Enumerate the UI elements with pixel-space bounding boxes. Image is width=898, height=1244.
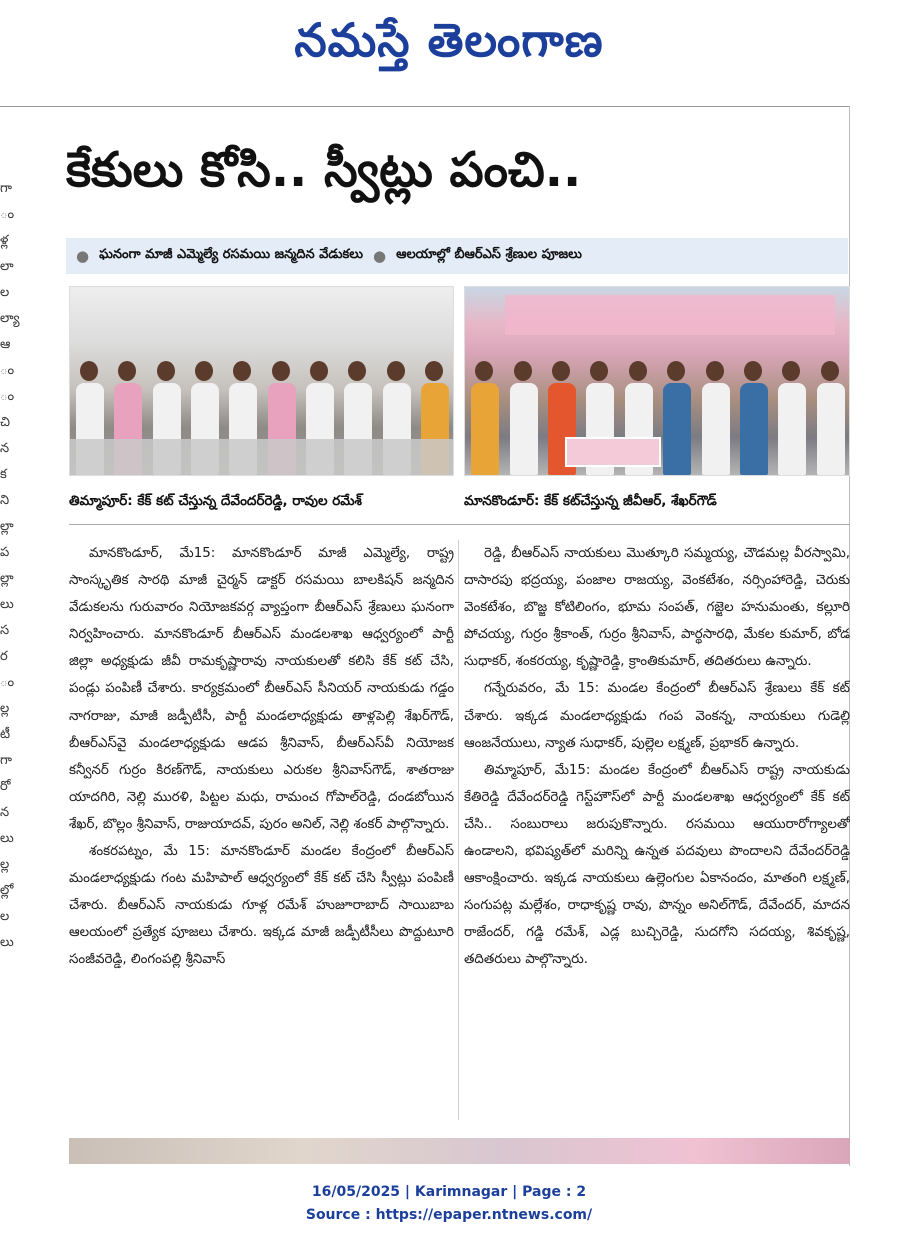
photo-cake <box>565 437 661 467</box>
adjacent-column-text: స <box>0 623 10 638</box>
adjacent-column-text: న <box>0 441 10 456</box>
adjacent-column-text: ని <box>0 493 10 508</box>
adjacent-column-text: ప <box>0 545 10 560</box>
adjacent-column-text: ల్లా <box>0 519 14 534</box>
adjacent-column-text: క <box>0 467 7 482</box>
adjacent-column-text: ం <box>0 389 15 404</box>
bullet-icon: ● <box>372 247 387 265</box>
adjacent-column-text: న <box>0 805 10 820</box>
adjacent-column-text: ల్లా <box>0 571 14 586</box>
adjacent-column-text: గా <box>0 753 12 768</box>
adjacent-column-text: ల్ల <box>0 701 10 716</box>
masthead-divider <box>0 106 850 107</box>
adjacent-column-text: ర <box>0 649 8 664</box>
article-paragraph: గన్నేరువరం, మే 15: మండల కేంద్రంలో బీఆర్ఎస్ శ్రేణులు కేక్ కట్ చేశారు. ఇక్కడ మండలాధ్యక్షుడు గంప వెంకన్న, నాయకులు గుడెల్లి ఆంజనేయులు, న్యాత సుధాకర్, పుల్లెల లక్ష్మణ్, ప్రభాకర్ ఉన్నారు. <box>464 681 850 751</box>
article-paragraph: తిమ్మాపూర్, మే15: మండల కేంద్రంలో బీఆర్ఎస్ రాష్ట్ర నాయకుడు కేతిరెడ్డి దేవేందర్‌రెడ్డి గెస్ట్‌హౌస్‌లో పార్టీ మండలశాఖ ఆధ్వర్యంలో కేక్ కట్ చేసి.. సంబురాలు జరుపుకొన్నారు. రసమయి ఆయురారోగ్యాలతో ఉండాలని, భవిష్యత్‌లో మరిన్ని ఉన్నత పదవులు పొందాలని దేవేందర్‌రెడ్డి ఆకాంక్షించారు. ఇక్కడ నాయకులు ఉల్లెంగుల ఏకానందం, మాతంగి లక్ష్మణ్, సంగుపట్ల మల్లేశం, రాధాకృష్ణ రావు, పొన్నం అనిల్‌గౌడ్, దేవేందర్, మాదన రాజేందర్, గడ్డి రమేశ్, ఎడ్ల బుచ్చిరెడ్డి, సుదగోని సదయ్య, శివకృష్ణ, తదితరులు పాల్గొన్నారు. <box>464 762 850 968</box>
column-divider <box>458 540 459 1120</box>
photo-caption-left: తిమ్మాపూర్: కేక్ కట్ చేస్తున్న దేవేందర్‌రెడ్డి, రావుల రమేశ్ <box>69 492 362 509</box>
adjacent-column-text: ఆ <box>0 337 11 352</box>
adjacent-column-text: ం <box>0 363 15 378</box>
article-column-right <box>464 540 850 1120</box>
adjacent-column-text: టీ <box>0 727 11 742</box>
adjacent-column-text: లు <box>0 831 14 846</box>
photo-caption-right: మానకొండూర్: కేక్ కట్‌చేస్తున్న జీవీఆర్, శేఖర్‌గౌడ్ <box>464 492 717 509</box>
photo-table <box>70 439 453 475</box>
adjacent-column-text: ళ్ల <box>0 233 9 248</box>
adjacent-column-text: ల్యా <box>0 311 20 326</box>
caption-divider <box>69 524 850 525</box>
adjacent-column-text: ం <box>0 675 15 690</box>
footer-edition-info: 16/05/2025 | Karimnagar | Page : 2 <box>311 1184 587 1200</box>
adjacent-column-text: ల <box>0 285 10 300</box>
article-paragraph: మానకొండూర్, మే15: మానకొండూర్ మాజీ ఎమ్మెల్యే, రాష్ట్ర సాంస్కృతిక సారథి మాజీ చైర్మన్ డాక్టర్ రసమయి బాలకిషన్ జన్మదిన వేడుకలను గురువారం నియోజకవర్గ వ్యాప్తంగా బీఆర్ఎస్ శ్రేణులు ఘనంగా నిర్వహించారు. మానకొండూర్ బీఆర్ఎస్ మండలశాఖ ఆధ్వర్యంలో పార్టీ జిల్లా అధ్యక్షుడు జీవీ రామకృష్ణారావు నాయకులతో కలిసి కేక్ కట్ చేసి, పండ్లు పంపిణీ చేశారు. కార్యక్రమంలో బీఆర్ఎస్ సీనియర్ నాయకుడు గడ్డం నాగరాజు, మాజీ జడ్పీటీసీ, పార్టీ మండలాధ్యక్షుడు తాళ్లపెల్లి శేఖర్‌గౌడ్, బీఆర్ఎస్‌వై మండలాధ్యక్షుడు ఆడప శ్రీనివాస్, బీఆర్ఎస్‌వీ నియోజక కన్వీనర్ గుర్రం కిరణ్‌గౌడ్, నాయకులు ఎరుకల శ్రీనివాస్‌గౌడ్, శాతరాజు యాదగిరి, నెల్లి మురళి, పిట్టల మధు, రామంచ గోపాల్‌రెడ్డి, దండబోయిన శేఖర్, బొల్లం శ్రీనివాస్, రాజుయాదవ్, పురం అనిల్, నెల్లి శంకర్ పాల్గొన్నారు. <box>69 546 454 832</box>
adjacent-column-text: రో <box>0 779 11 794</box>
adjacent-column-text: ం <box>0 207 15 222</box>
adjacent-column-fragment <box>0 180 20 1170</box>
masthead <box>0 0 898 92</box>
adjacent-column-text: ల్లో <box>0 883 14 898</box>
subhead-1: ఘనంగా మాజీ ఎమ్మెల్యే రసమయి జన్మదిన వేడుకలు <box>99 247 363 262</box>
subhead-2: ఆలయాల్లో బీఆర్ఎస్ శ్రేణుల పూజలు <box>396 247 582 262</box>
photo-cake-cutting-manakondur <box>464 286 850 476</box>
article-headline: కేకులు కోసి.. స్వీట్లు పంచి.. <box>66 142 582 198</box>
adjacent-column-text: గా <box>0 181 12 196</box>
footer-source-link[interactable]: Source : https://epaper.ntnews.com/ <box>305 1207 593 1223</box>
article-paragraph: రెడ్డి, బీఆర్ఎస్ నాయకులు మొత్కూరి సమ్మయ్య, చౌడమల్ల వీరస్వామి, దాసారపు భద్రయ్య, పంజాల రాజయ్య, వెంకటేశం, నర్సింహారెడ్డి, చెరుకు వెంకటేశం, బొజ్జ కోటిలింగం, భూమ సంపత్, గజ్జెల హనుమంతు, కల్లూరి పోచయ్య, గుర్రం శ్రీకాంత్, గుర్రం శ్రీనివాస్, పార్థసారధి, మేకల కుమార్, బోడ సుధాకర్, శంకరయ్య, కృష్ణారెడ్డి, క్రాంతికుమార్, తదితరులు ఉన్నారు. <box>464 546 850 670</box>
photo-cake-cutting-thimmapur <box>69 286 454 476</box>
article-column-left <box>69 540 454 1120</box>
adjacent-column-text: లా <box>0 259 14 274</box>
adjacent-column-text: లు <box>0 935 14 950</box>
next-article-photo-strip <box>69 1138 850 1164</box>
article-subheads <box>66 238 848 274</box>
article-paragraph: శంకరపట్నం, మే 15: మానకొండూర్ మండల కేంద్రంలో బీఆర్ఎస్ మండలాధ్యక్షుడు గంట మహిపాల్ ఆధ్వర్యంలో కేక్ కట్ చేసి స్వీట్లు పంపిణీ చేశారు. బీఆర్ఎస్ నాయకుడు గూళ్ల రమేశ్ హుజూరాబాద్ సాయిబాబ ఆలయంలో ప్రత్యేక పూజలు చేశారు. ఇక్కడ మాజీ జడ్పీటీసీలు పొద్దుటూరి సంజీవరెడ్డి, లింగంపల్లి శ్రీనివాస్ <box>69 844 454 968</box>
adjacent-column-text: చి <box>0 415 10 430</box>
adjacent-column-text: లు <box>0 597 14 612</box>
adjacent-column-text: ల్ల <box>0 857 10 872</box>
bullet-icon: ● <box>76 247 90 265</box>
masthead-logo: నమస్తే తెలంగాణ <box>294 13 604 67</box>
adjacent-column-text: ల <box>0 909 10 924</box>
